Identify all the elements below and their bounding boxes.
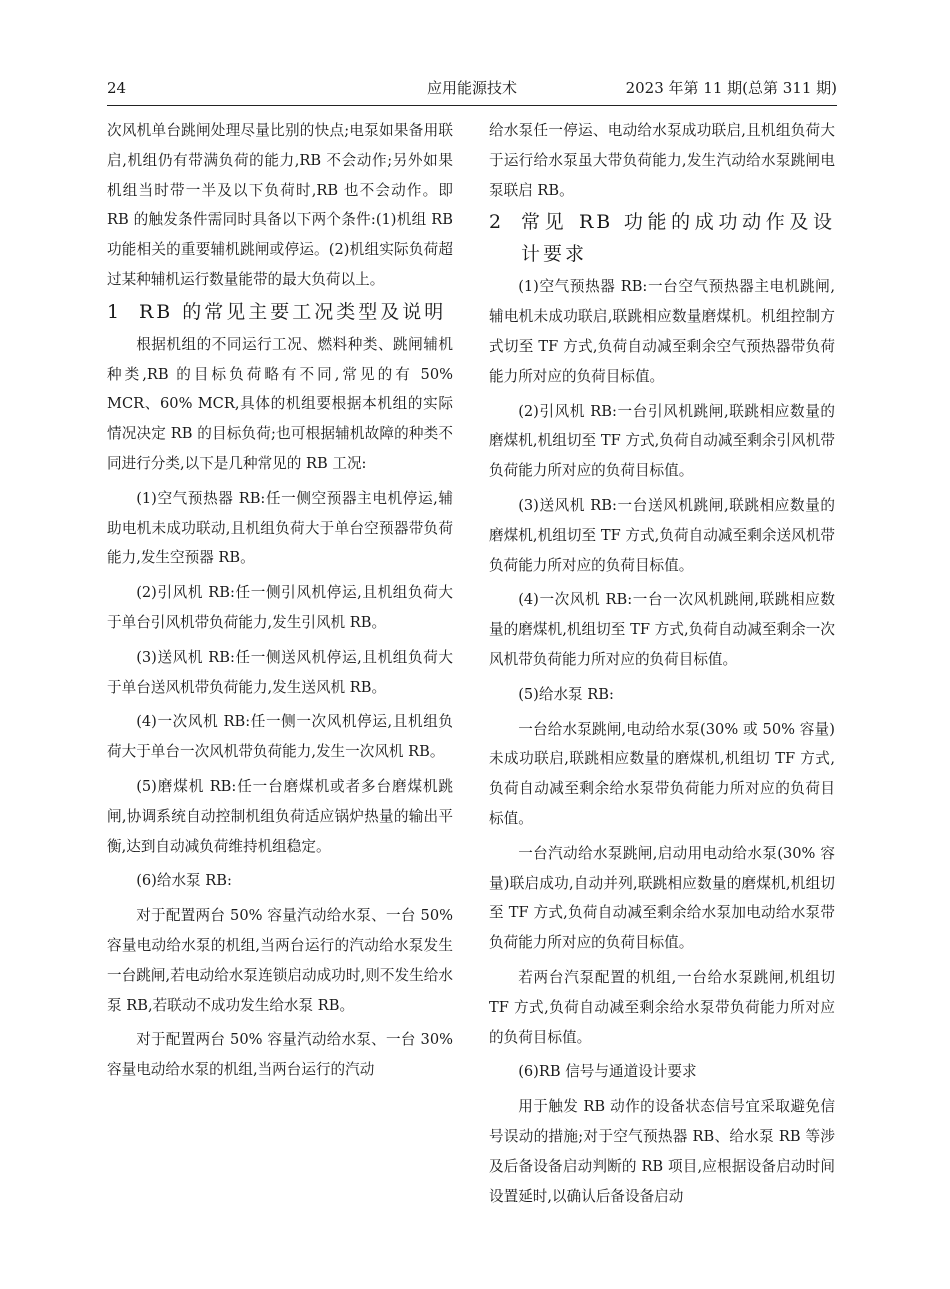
rb-case-primary-fan: (4)一次风机 RB:任一侧一次风机停运,且机组负荷大于单台一次风机带负荷能力,发生一次风机 RB。 (107, 713, 453, 761)
rb-case-feedwater-p2: 对于配置两台 50% 容量汽动给水泵、一台 30% 容量电动给水泵的机组,当两台运行的汽动 (107, 1031, 453, 1079)
journal-title: 应用能源技术 (426, 79, 517, 97)
page-number: 24 (107, 79, 127, 97)
rb-case-air-preheater: (1)空气预热器 RB:任一侧空预器主电机停运,辅助电机未成功联动,且机组负荷大于单台空预器带负荷能力,发生空预器 RB。 (107, 489, 453, 567)
rb-case-feedwater-heading: (6)给水泵 RB: (136, 872, 232, 890)
rb-case-forced-fan: (3)送风机 RB:任一侧送风机停运,且机组负荷大于单台送风机带负荷能力,发生送风机 RB。 (107, 648, 453, 696)
continued-paragraph: 给水泵任一停运、电动给水泵成功联启,且机组负荷大于运行给水泵虽大带负荷能力,发生汽动给水泵跳闸电泵联启 RB。 (489, 122, 835, 199)
header-rule (107, 105, 837, 106)
rb-case-feedwater-p1: 对于配置两台 50% 容量汽动给水泵、一台 50% 容量电动给水泵的机组,当两台运行的汽动给水泵发生一台跳闸,若电动给水泵连锁启动成功时,则不发生给水泵 RB,若联动不成功发生给水泵 RB。 (107, 907, 453, 1014)
rb-action-feedwater-p3: 若两台汽泵配置的机组,一台给水泵跳闸,机组切 TF 方式,负荷自动减至剩余给水泵带负荷能力所对应的负荷目标值。 (489, 968, 835, 1046)
section-2-title: 常见 RB 功能的成功动作及设计要求 (521, 211, 835, 266)
section-1-heading (107, 296, 453, 328)
issue-info: 2023 年第 11 期(总第 311 期) (625, 79, 837, 97)
rb-action-induced-fan: (2)引风机 RB:一台引风机跳闸,联跳相应数量的磨煤机,机组切至 TF 方式,负荷自动减至剩余引风机带负荷能力所对应的负荷目标值。 (489, 402, 835, 480)
rb-action-feedwater-p2: 一台汽动给水泵跳闸,启动用电动给水泵(30% 容量)联启成功,自动并列,联跳相应数量的磨煤机,机组切至 TF 方式,负荷自动减至剩余给水泵加电动给水泵带负荷能力所对应的负荷目标值。 (489, 844, 835, 952)
left-column (107, 116, 453, 1085)
rb-action-feedwater-p1: 一台给水泵跳闸,电动给水泵(30% 或 50% 容量)未成功联启,联跳相应数量的磨煤机,机组切 TF 方式,负荷自动减至剩余给水泵带负荷能力所对应的负荷目标值。 (489, 720, 835, 827)
rb-action-feedwater-heading: (5)给水泵 RB: (518, 685, 614, 703)
section-2-number: 2 (489, 211, 505, 234)
section-2-heading (489, 206, 835, 270)
right-column (489, 116, 835, 1211)
rb-action-primary-fan: (4)一次风机 RB:一台一次风机跳闸,联跳相应数量的磨煤机,机组切至 TF 方式,负荷自动减至剩余一次风机带负荷能力所对应的负荷目标值。 (489, 591, 835, 668)
intro-paragraph: 次风机单台跳闸处理尽量比别的快点;电泵如果备用联启,机组仍有带满负荷的能力,RB 不会动作;另外如果机组当时带一半及以下负荷时,RB 也不会动作。即 RB 的触发条件需同时具备以下两个条件:(1)机组 RB 功能相关的重要辅机跳闸或停运。(2)机组实际负荷超过某种辅机运行数量能带的最大负荷以上。 (107, 122, 453, 288)
running-header (107, 76, 837, 100)
section-1-number: 1 (107, 300, 123, 323)
rb-case-induced-fan: (2)引风机 RB:任一侧引风机停运,且机组负荷大于单台引风机带负荷能力,发生引风机 RB。 (107, 584, 453, 631)
rb-case-coal-mill: (5)磨煤机 RB:任一台磨煤机或者多台磨煤机跳闸,协调系统自动控制机组负荷适应锅炉热量的输出平衡,达到自动减负荷维持机组稳定。 (107, 777, 453, 855)
section-1-title: RB 的常见主要工况类型及说明 (139, 300, 447, 323)
rb-signal-heading: (6)RB 信号与通道设计要求 (518, 1063, 697, 1081)
rb-action-air-preheater: (1)空气预热器 RB:一台空气预热器主电机跳闸,辅电机未成功联启,联跳相应数量磨煤机。机组控制方式切至 TF 方式,负荷自动减至剩余空气预热器带负荷能力所对应的负荷目标值。 (489, 278, 835, 385)
section-1-intro: 根据机组的不同运行工况、燃料种类、跳闸辅机种类,RB 的目标负荷略有不同,常见的有 50% MCR、60% MCR,具体的机组要根据本机组的实际情况决定 RB 的目标负荷;也可根据辅机故障的种类不同进行分类,以下是几种常见的 RB 工况: (107, 335, 453, 472)
rb-action-forced-fan: (3)送风机 RB:一台送风机跳闸,联跳相应数量的磨煤机,机组切至 TF 方式,负荷自动减至剩余送风机带负荷能力所对应的负荷目标值。 (489, 496, 835, 574)
rb-signal-paragraph: 用于触发 RB 动作的设备状态信号宜采取避免信号误动的措施;对于空气预热器 RB、给水泵 RB 等涉及后备设备启动判断的 RB 项目,应根据设备启动时间设置延时,以确认后备设备启动 (489, 1098, 835, 1205)
